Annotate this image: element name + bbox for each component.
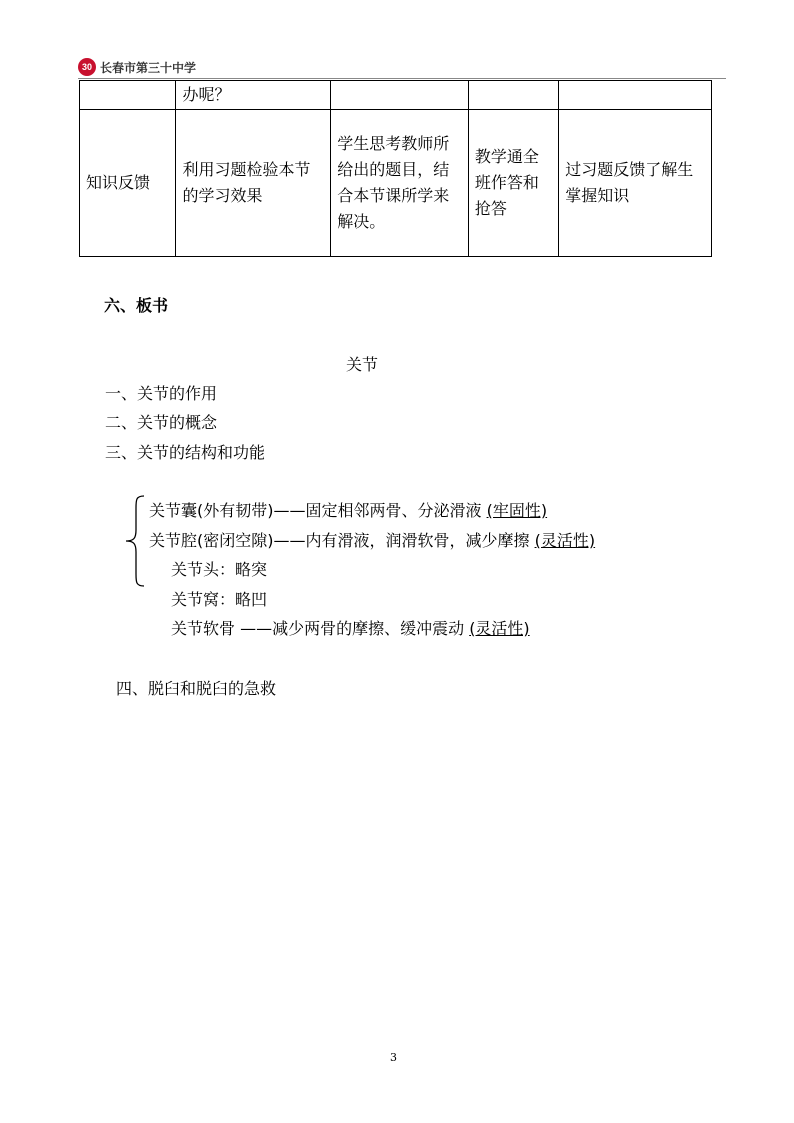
structure-line: 关节囊(外有韧带)——固定相邻两骨、分泌滑液 (牢固性)	[149, 501, 548, 520]
table-cell: 过习题反馈了解生掌握知识	[559, 110, 712, 257]
table-cell: 学生思考教师所给出的题目，结合本节课所学来解决。	[331, 110, 469, 257]
structure-line: 关节腔(密闭空隙)——内有滑液，润滑软骨，减少摩擦 (灵活性)	[149, 531, 596, 550]
header-rule	[78, 78, 726, 79]
outline-item: 一、关节的作用	[105, 384, 218, 403]
table-row	[80, 110, 712, 257]
structure-line: 关节窝：略凹	[171, 590, 268, 609]
board-title: 关节	[346, 355, 379, 374]
table-cell: 教学通全班作答和抢答	[468, 110, 558, 257]
lesson-table	[79, 80, 712, 257]
curly-brace-icon	[122, 494, 148, 588]
section-heading: 六、板书	[104, 296, 169, 315]
table-cell	[559, 81, 712, 110]
table-cell: 办呢？	[176, 81, 331, 110]
table-cell	[80, 81, 176, 110]
page-number: 3	[390, 1051, 397, 1064]
table-cell: 利用习题检验本节的学习效果	[176, 110, 331, 257]
table-cell	[468, 81, 558, 110]
outline-item: 二、关节的概念	[105, 413, 218, 432]
outline-item: 三、关节的结构和功能	[105, 443, 266, 462]
table-cell: 知识反馈	[80, 110, 176, 257]
school-name: 长春市第三十中学	[100, 60, 197, 75]
page-header	[78, 56, 196, 78]
school-logo: 30	[78, 58, 96, 76]
structure-line: 关节软骨 ——减少两骨的摩擦、缓冲震动 (灵活性)	[171, 619, 530, 638]
table-cell	[331, 81, 469, 110]
section-heading: 四、脱臼和脱臼的急救	[116, 679, 277, 698]
table-row	[80, 81, 712, 110]
structure-line: 关节头：略突	[171, 560, 268, 579]
